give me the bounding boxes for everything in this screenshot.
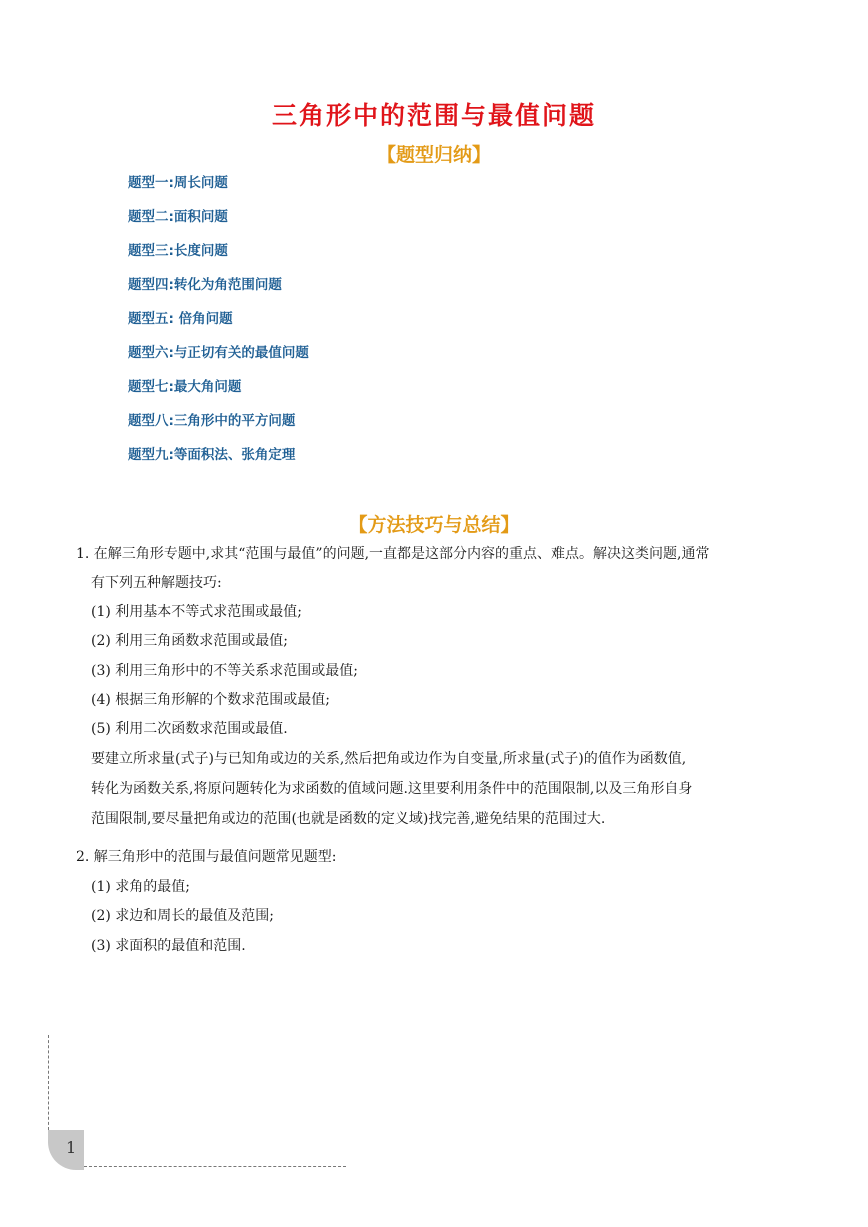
methods-heading: 【方法技巧与总结】	[348, 514, 520, 536]
question-type-item: 题型九:等面积法、张角定理	[128, 447, 296, 463]
page-title: 三角形中的范围与最值问题	[271, 101, 596, 130]
question-type-item: 题型三:长度问题	[128, 243, 228, 259]
question-type-summary-item: (1) 求角的最值;	[91, 879, 190, 895]
page-border-vertical	[48, 1035, 49, 1130]
method-technique-item: (4) 根据三角形解的个数求范围或最值;	[91, 692, 330, 708]
method-technique-item: (2) 利用三角函数求范围或最值;	[91, 633, 288, 649]
page-number: 1	[66, 1138, 77, 1157]
question-type-summary-item: (2) 求边和周长的最值及范围;	[91, 908, 274, 924]
question-type-item: 题型一:周长问题	[128, 175, 228, 191]
question-type-item: 题型二:面积问题	[128, 209, 228, 225]
question-type-list	[128, 173, 309, 479]
method-paragraph-line: 范围限制,要尽量把角或边的范围(也就是函数的定义域)找完善,避免结果的范围过大.	[91, 811, 606, 827]
question-type-item: 题型七:最大角问题	[128, 379, 242, 395]
method-technique-item: (3) 利用三角形中的不等关系求范围或最值;	[91, 663, 358, 679]
question-type-item: 题型八:三角形中的平方问题	[128, 413, 296, 429]
method-point-2-line-1: 2. 解三角形中的范围与最值问题常见题型:	[76, 849, 337, 865]
question-type-item: 题型五: 倍角问题	[128, 311, 233, 327]
page-border-horizontal	[84, 1166, 346, 1167]
method-paragraph-line: 要建立所求量(式子)与已知角或边的关系,然后把角或边作为自变量,所求量(式子)的值作为函数值,	[91, 751, 687, 767]
method-technique-item: (1) 利用基本不等式求范围或最值;	[91, 604, 302, 620]
question-types-heading: 【题型归纳】	[376, 144, 491, 166]
question-type-item: 题型四:转化为角范围问题	[128, 277, 282, 293]
method-paragraph-line: 转化为函数关系,将原问题转化为求函数的值域问题.这里要利用条件中的范围限制,以及三角形自身	[91, 781, 693, 797]
method-point-1-line-1: 1. 在解三角形专题中,求其“范围与最值”的问题,一直都是这部分内容的重点、难点。解决这类问题,通常	[76, 546, 710, 562]
method-point-1-line-2: 有下列五种解题技巧:	[91, 575, 222, 591]
method-technique-item: (5) 利用二次函数求范围或最值.	[91, 721, 288, 737]
question-type-item: 题型六:与正切有关的最值问题	[128, 345, 309, 361]
question-type-summary-item: (3) 求面积的最值和范围.	[91, 938, 246, 954]
